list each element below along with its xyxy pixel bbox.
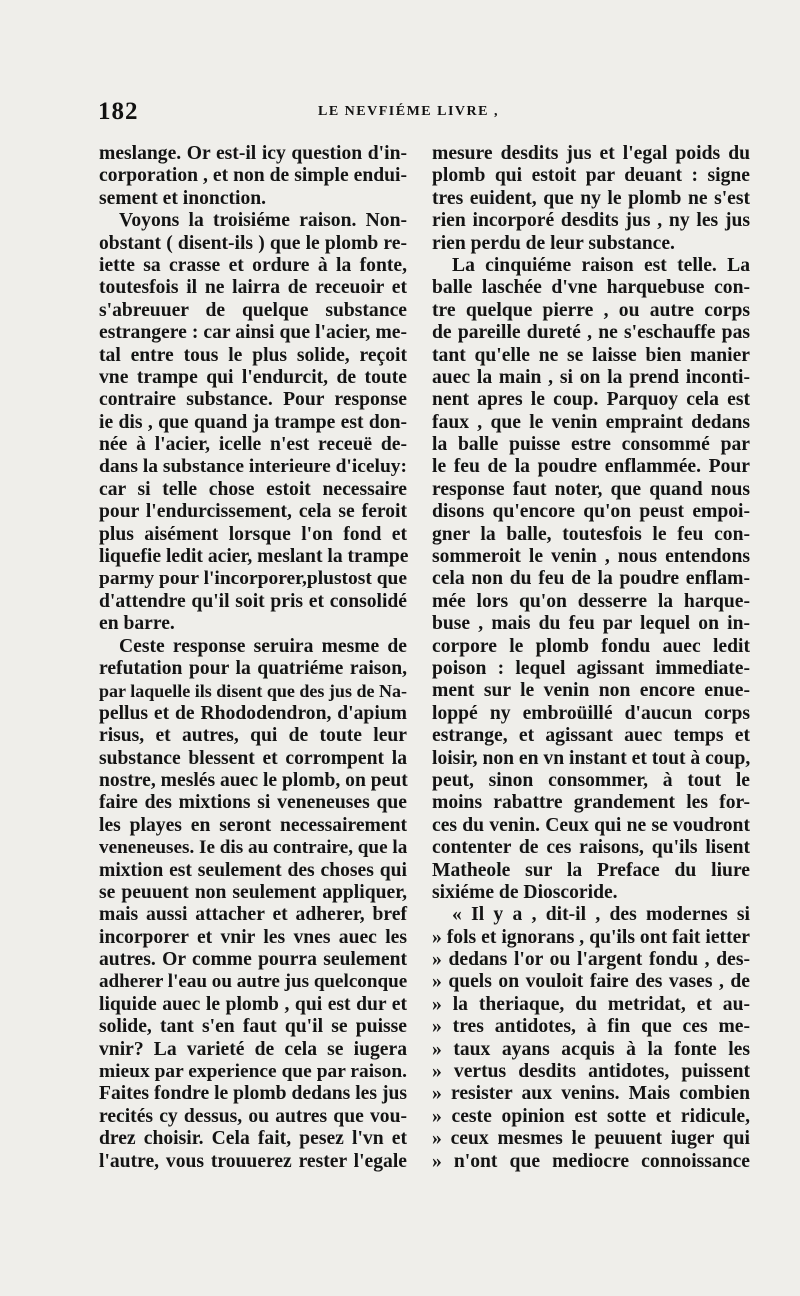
text-line: pellus et de Rhododendron, d'apium	[99, 702, 407, 724]
text-line: mée lors qu'on desserre la harque-	[432, 590, 750, 612]
text-line: poison : lequel agissant immediate-	[432, 657, 750, 679]
page-number: 182	[98, 98, 139, 125]
text-line: la balle puisse estre consommé par	[432, 434, 750, 456]
text-line: ie dis , que quand ja trampe est don-	[99, 411, 407, 433]
text-line: moins rabattre grandement les for-	[432, 792, 750, 814]
text-line: Voyons la troisiéme raison. Non-	[119, 210, 407, 232]
text-line: contenter de ces raisons, qu'ils lisent	[432, 837, 750, 859]
text-line: » quels on vouloit faire des vases , de	[432, 971, 750, 993]
text-line: tres euident, que ny le plomb ne s'est	[432, 187, 750, 209]
text-line: pour l'endurcissement, cela se feroit	[99, 501, 407, 523]
left-text-column	[99, 143, 407, 1173]
text-line: le feu de la poudre enflammée. Pour	[432, 456, 750, 478]
text-line: née à l'acier, icelle n'est receuë de-	[99, 434, 407, 456]
text-line: plomb qui estoit par deuant : signe	[432, 165, 750, 187]
text-line: Ceste response seruira mesme de	[119, 635, 407, 657]
text-line: vne trampe qui l'endurcit, de toute	[99, 366, 407, 388]
text-line: estrangere : car ainsi que l'acier, me-	[99, 322, 407, 344]
text-line: corpore le plomb fondu auec ledit	[432, 635, 750, 657]
text-line: » taux ayans acquis à la fonte les	[432, 1038, 750, 1060]
text-line: sommeroit le venin , nous entendons	[432, 546, 750, 568]
text-line: peut, sinon consommer, à tout le	[432, 769, 750, 791]
text-line: tant qu'elle ne se laisse bien manier	[432, 344, 750, 366]
text-line: La cinquiéme raison est telle. La	[452, 254, 750, 276]
text-line: » ceste opinion est sotte et ridicule,	[432, 1105, 750, 1127]
text-line: mieux par experience que par raison.	[99, 1061, 407, 1083]
text-line: sixiéme de Dioscoride.	[432, 881, 618, 903]
right-text-column	[432, 143, 750, 1173]
text-line: balle laschée d'vne harquebuse con-	[432, 277, 750, 299]
text-line: tal entre tous le plus solide, reçoit	[99, 344, 407, 366]
text-line: par laquelle ils disent que des jus de Na-	[99, 681, 407, 702]
text-line: de pareille dureté , ne s'eschauffe pas	[432, 322, 750, 344]
text-line: mais aussi attacher et adherer, bref	[99, 904, 407, 926]
text-line: mesure desdits jus et l'egal poids du	[432, 143, 750, 164]
text-line: sement et inonction.	[99, 187, 267, 209]
text-line: substance blessent et corrompent la	[99, 747, 407, 769]
text-line: meslange. Or est-il icy question d'in-	[99, 143, 407, 164]
text-line: solide, tant s'en faut qu'il se puisse	[99, 1016, 407, 1038]
text-line: faire des mixtions si veneneuses que	[99, 792, 407, 814]
text-line: vnir? La varieté de cela se iugera	[99, 1038, 407, 1060]
text-line: corporation , et non de simple endui-	[99, 165, 407, 187]
text-line: recités cy dessus, ou autres que vou-	[99, 1105, 407, 1127]
text-line: loisir, non en vn instant et tout à coup,	[432, 747, 751, 769]
text-line: se peuuent non seulement appliquer,	[99, 881, 407, 903]
text-line: estrange, et agissant auec temps et	[432, 725, 750, 747]
text-line: l'autre, vous trouuerez rester l'egale	[99, 1150, 407, 1172]
text-line: mixtion est seulement des choses qui	[99, 859, 407, 881]
text-line: disons qu'encore qu'on peust empoi-	[432, 501, 750, 523]
text-line: les playes en seront necessairement	[99, 814, 407, 836]
text-line: buse , mais du feu par lequel on in-	[432, 613, 750, 635]
text-line: » dedans l'or ou l'argent fondu , des-	[432, 949, 750, 971]
text-line: auec la main , si on la prend inconti-	[432, 366, 750, 388]
text-line: autres. Or comme pourra seulement	[99, 949, 407, 971]
text-line: car si telle chose estoit necessaire	[99, 478, 407, 500]
text-line: s'abreuuer de quelque substance	[99, 299, 407, 321]
text-line: drez choisir. Cela fait, pesez l'vn et	[99, 1128, 407, 1150]
text-line: Matheole sur la Preface du liure	[432, 859, 750, 881]
text-line: rien perdu de leur substance.	[432, 232, 675, 254]
text-line: liquide auec le plomb , qui est dur et	[99, 993, 407, 1015]
text-line: faux , que le venin empraint dedans	[432, 411, 750, 433]
text-line: risus, et autres, qui de toute leur	[99, 725, 407, 747]
text-line: obstant ( disent-ils ) que le plomb re-	[99, 232, 407, 254]
text-line: nostre, meslés auec le plomb, on peut	[99, 769, 408, 791]
text-line: » ceux mesmes le peuuent iuger qui	[432, 1128, 750, 1150]
text-line: rien incorporé desdits jus , ny les jus	[432, 210, 750, 232]
text-line: incorporer et vnir les vnes auec les	[99, 926, 407, 948]
text-line: response faut noter, que quand nous	[432, 478, 750, 500]
text-line: gner la balle, toutesfois le feu con-	[432, 523, 750, 545]
text-line: parmy pour l'incorporer,plustost que	[99, 568, 407, 590]
text-line: dans la substance interieure d'iceluy:	[99, 456, 407, 478]
text-line: » n'ont que mediocre connoissance	[432, 1150, 750, 1172]
text-line: » la theriaque, du metridat, et au-	[432, 993, 750, 1015]
text-line: liquefie ledit acier, meslant la trampe	[99, 546, 409, 568]
text-line: en barre.	[99, 613, 175, 635]
text-line: « Il y a , dit-il , des modernes si	[452, 904, 750, 926]
text-line: cela non du feu de la poudre enflam-	[432, 568, 750, 590]
text-line: d'attendre qu'il soit pris et consolidé	[99, 590, 407, 612]
text-line: nent apres le coup. Parquoy cela est	[432, 389, 750, 411]
page-header	[98, 98, 748, 128]
text-line: ment sur le venin non encore enue-	[432, 680, 750, 702]
text-line: loppé ny embroüillé d'aucun corps	[432, 702, 750, 724]
text-line: » tres antidotes, à fin que ces me-	[432, 1016, 750, 1038]
text-line: plus aisément lorsque l'on fond et	[99, 523, 407, 545]
text-line: adherer l'eau ou autre jus quelconque	[99, 971, 408, 993]
text-line: Faites fondre le plomb dedans les jus	[99, 1083, 407, 1105]
text-line: » vertus desdits antidotes, puissent	[432, 1061, 750, 1083]
text-line: toutesfois il ne lairra de receuoir et	[99, 277, 407, 299]
text-line: veneneuses. Ie dis au contraire, que la	[99, 837, 408, 859]
text-line: refutation pour la quatriéme raison,	[99, 657, 407, 679]
text-line: iette sa crasse et ordure à la fonte,	[99, 254, 407, 276]
text-line: » resister aux venins. Mais combien	[432, 1083, 750, 1105]
text-line: ces du venin. Ceux qui ne se voudront	[432, 814, 750, 836]
text-line: » fols et ignorans , qu'ils ont fait ietter	[432, 926, 750, 948]
running-title: LE NEVFIÉME LIVRE ,	[318, 104, 499, 119]
text-line: tre quelque pierre , ou autre corps	[432, 299, 750, 321]
text-line: contraire substance. Pour response	[99, 389, 407, 411]
